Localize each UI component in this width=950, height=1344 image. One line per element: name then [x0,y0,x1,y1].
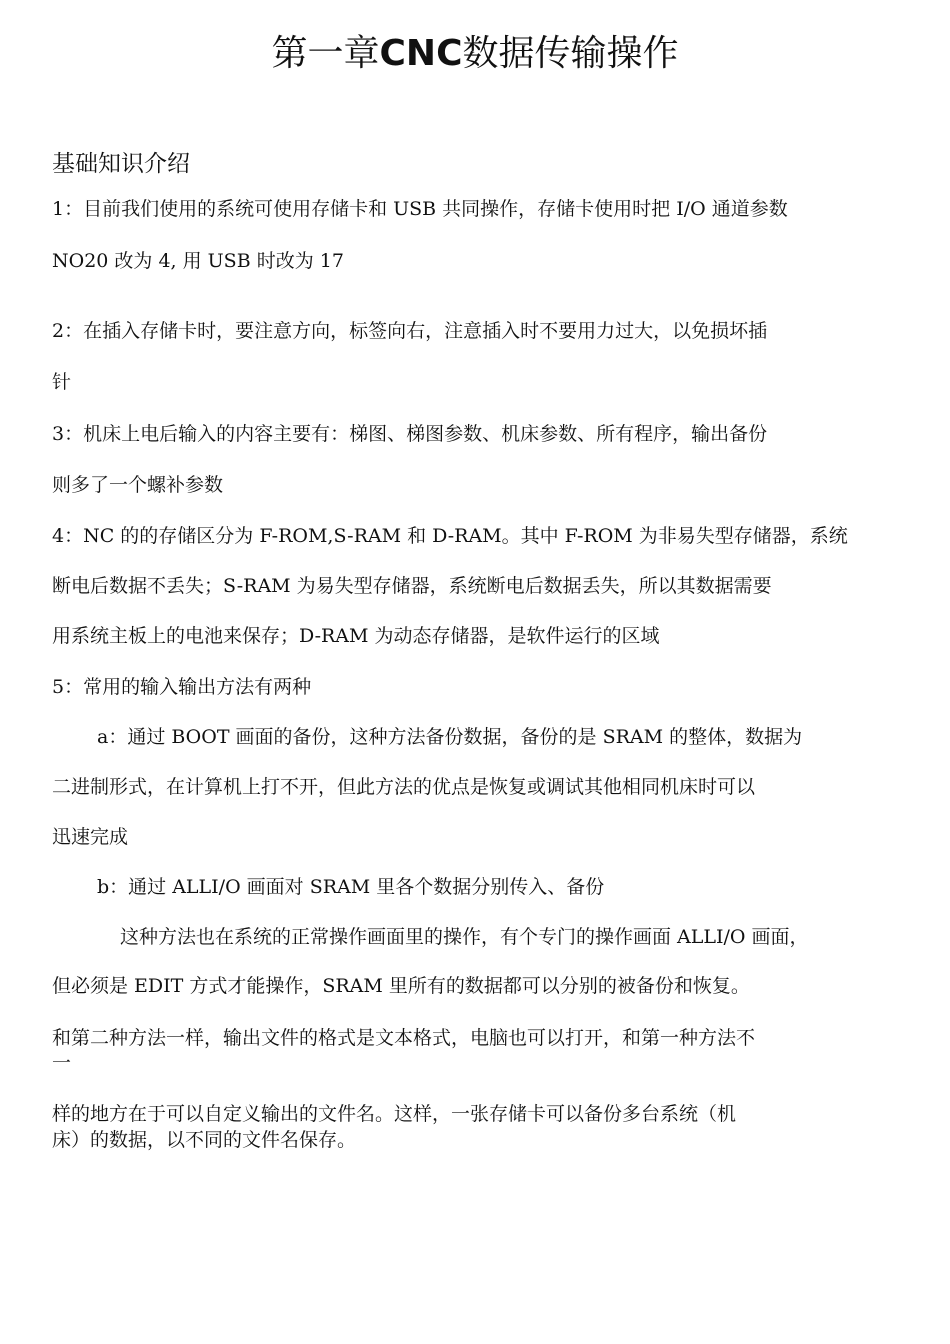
method-a-line-2: 二进制形式，在计算机上打不开，但此方法的优点是恢复或调试其他相同机床时可以 [52,776,756,798]
paragraph-3-line-1: 3：机床上电后输入的内容主要有：梯图、梯图参数、机床参数、所有程序，输出备份 [52,423,768,445]
title-suffix: 数据传输操作 [462,33,679,74]
method-b-detail-line-2: 但必须是 EDIT 方式才能操作，SRAM 里所有的数据都可以分别的被备份和恢复。 [52,975,750,997]
paragraph-3-line-2: 则多了一个螺补参数 [52,474,224,496]
paragraph-1-line-2: NO20 改为 4, 用 USB 时改为 17 [52,250,344,272]
method-b-detail-line-5: 样的地方在于可以自定义输出的文件名。这样，一张存储卡可以备份多台系统（机 [52,1103,737,1125]
page-title [0,30,950,78]
method-b-line-1: b：通过 ALLI/O 画面对 SRAM 里各个数据分别传入、备份 [97,876,605,898]
paragraph-5-line-1: 5：常用的输入输出方法有两种 [52,676,312,698]
paragraph-2-line-1: 2：在插入存储卡时，要注意方向，标签向右，注意插入时不要用力过大，以免损坏插 [52,320,768,342]
method-b-detail-line-3: 和第二种方法一样，输出文件的格式是文本格式，电脑也可以打开，和第一种方法不 [52,1027,756,1049]
paragraph-2-line-2: 针 [52,371,72,393]
method-a-line-1: a：通过 BOOT 画面的备份，这种方法备份数据，备份的是 SRAM 的整体，数据为 [97,726,803,748]
title-prefix: 第一章 [271,33,380,74]
paragraph-4-line-1: 4：NC 的的存储区分为 F-ROM,S-RAM 和 D-RAM。其中 F-ROM 为非易失型存储器，系统 [52,525,848,547]
paragraph-4-line-3: 用系统主板上的电池来保存；D-RAM 为动态存储器，是软件运行的区域 [52,625,660,647]
method-b-detail-line-1: 这种方法也在系统的正常操作画面里的操作，有个专门的操作画面 ALLI/O 画面， [120,926,809,948]
paragraph-1-line-1: 1：目前我们使用的系统可使用存储卡和 USB 共同操作，存储卡使用时把 I/O 通道参数 [52,198,788,220]
method-a-line-3: 迅速完成 [52,826,129,848]
section-heading: 基础知识介绍 [52,151,190,177]
title-latin: CNC [379,33,463,74]
method-b-detail-line-6: 床）的数据，以不同的文件名保存。 [52,1129,357,1151]
method-b-detail-line-4: 一 [52,1052,72,1074]
paragraph-4-line-2: 断电后数据不丢失；S-RAM 为易失型存储器，系统断电后数据丢失，所以其数据需要 [52,575,772,597]
